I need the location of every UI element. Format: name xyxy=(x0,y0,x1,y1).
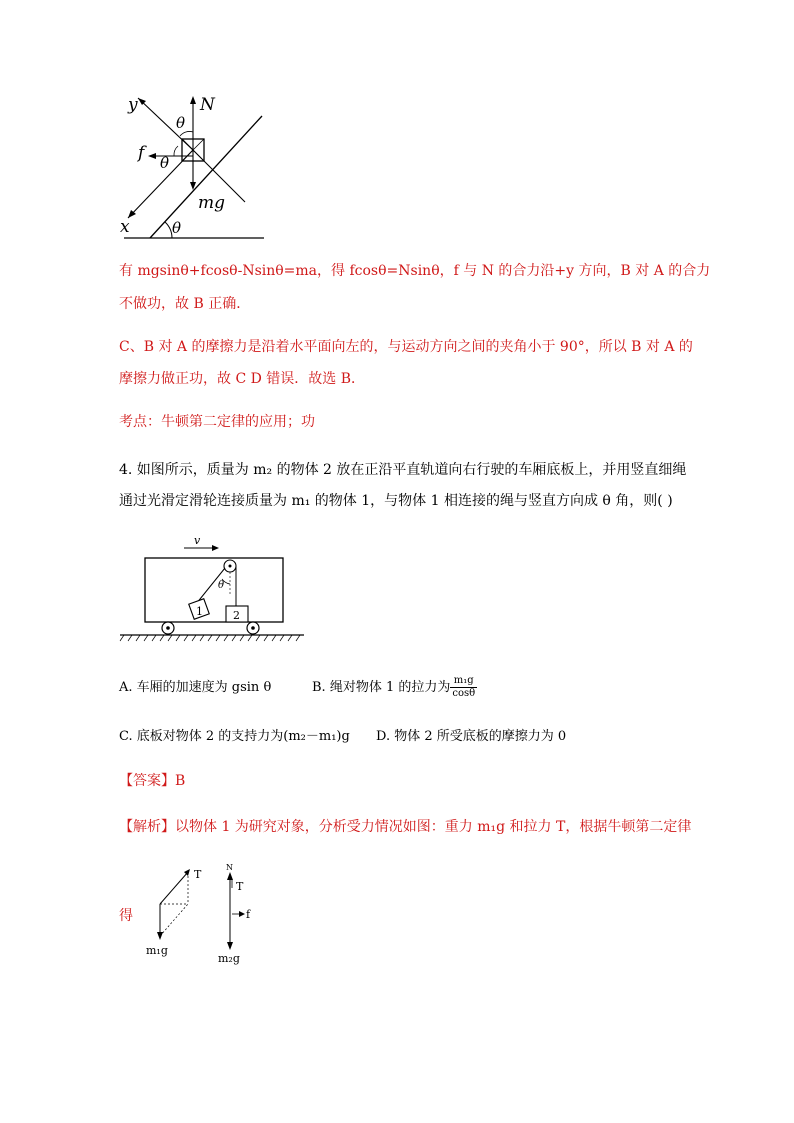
label-N2: N xyxy=(226,863,233,872)
option-b-fraction xyxy=(450,675,477,700)
label-mg: mg xyxy=(198,193,226,213)
label-theta: θ xyxy=(218,580,225,591)
option-c: C. 底板对物体 2 的支持力为(m₂－m₁)g xyxy=(119,729,350,744)
incline-force-diagram xyxy=(110,90,280,245)
label-y: y xyxy=(128,95,138,115)
label-T1: T xyxy=(194,868,202,881)
label-f2: f xyxy=(246,908,251,921)
label-T2: T xyxy=(236,880,244,893)
label-block-1: 1 xyxy=(196,605,203,618)
option-b-prefix: B. 绳对物体 1 的拉力为 xyxy=(312,680,451,695)
label-N: N xyxy=(200,95,215,115)
analysis-line-2: 不做功，故 B 正确． xyxy=(119,296,251,312)
train-car-diagram xyxy=(118,532,308,644)
question-4-line-2: 通过光滑定滑轮连接质量为 m₁ 的物体 1，与物体 1 相连接的绳与竖直方向成 θ 角，则( ) xyxy=(119,493,673,509)
jiexi-de: 得 xyxy=(119,908,133,924)
label-m2g: m₂g xyxy=(218,952,240,965)
analysis-line-3: C、B 对 A 的摩擦力是沿着水平面向左的，与运动方向之间的夹角小于 90°，所以 B 对 A 的 xyxy=(119,339,693,355)
force-diagrams xyxy=(140,858,270,970)
label-theta-base: θ xyxy=(172,219,182,237)
label-theta-left: θ xyxy=(160,154,170,172)
label-x: x xyxy=(120,217,130,237)
option-b-denominator: cosθ xyxy=(452,688,476,699)
option-a: A. 车厢的加速度为 gsin θ xyxy=(119,680,272,695)
option-b-numerator: m₁g xyxy=(450,675,477,688)
analysis-line-1: 有 mgsinθ+fcosθ-Nsinθ=ma，得 fcosθ=Nsinθ，f 与 N 的合力沿+y 方向，B 对 A 的合力 xyxy=(119,263,711,279)
label-m1g: m₁g xyxy=(146,944,168,957)
kaodian-line: 考点：牛顿第二定律的应用；功 xyxy=(119,414,315,430)
label-v: v xyxy=(194,534,201,547)
label-theta-top: θ xyxy=(176,114,186,132)
option-b xyxy=(312,668,477,708)
jiexi-line-1: 【解析】以物体 1 为研究对象，分析受力情况如图：重力 m₁g 和拉力 T，根据牛顿第二定律 xyxy=(119,819,692,835)
label-block-2: 2 xyxy=(233,609,240,622)
question-4-line-1: 4. 如图所示，质量为 m₂ 的物体 2 放在正沿平直轨道向右行驶的车厢底板上，并用竖直细绳 xyxy=(119,462,687,478)
option-d: D. 物体 2 所受底板的摩擦力为 0 xyxy=(376,729,567,744)
analysis-line-4: 摩擦力做正功，故 C D 错误．故选 B． xyxy=(119,371,366,387)
answer-label: 【答案】B xyxy=(119,773,186,789)
label-f: f xyxy=(138,143,145,163)
